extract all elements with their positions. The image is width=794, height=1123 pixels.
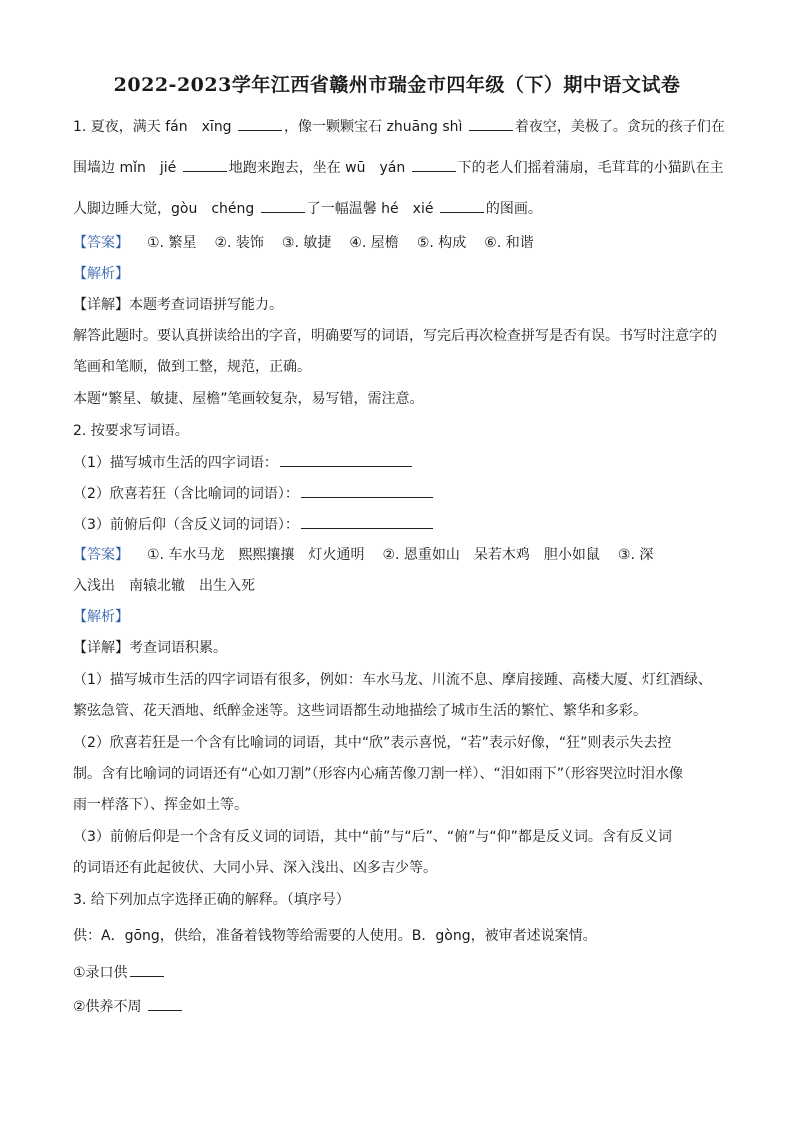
analysis-tag: 【解析】 [73,609,129,625]
q2-part-text: （3）前俯后仰（含反义词的词语）： [73,517,299,533]
q1-text: 人脚边睡大觉，gòu chéng [73,201,255,217]
q2-answer-line [73,545,653,565]
q3-item-2 [73,996,184,1017]
detail-heading: 【详解】考查词语积累。 [73,640,227,656]
answer-blank[interactable] [412,157,456,172]
answer-blank[interactable] [440,198,484,213]
answer-item: ⑥. 和谐 [484,235,534,251]
detail-heading: 【详解】本题考查词语拼写能力。 [73,297,283,313]
answer-blank[interactable] [148,996,182,1011]
q3-stem: 3. 给下列加点字选择正确的解释。（填序号） [73,892,350,908]
q2-stem: 2. 按要求写词语。 [73,423,189,439]
q2-part-3 [73,514,435,535]
q2-part-1 [73,452,414,473]
explanation-line: 解答此题时。要认真拼读给出的字音，明确要写的词语，写完后再次检查拼写是否有误。书写时注意字的 [73,328,717,344]
answer-item: ①. 繁星 [147,235,197,251]
q2-answer-line-cont: 入浅出 南辕北辙 出生入死 [73,578,255,594]
answer-blank[interactable] [301,483,433,498]
answer-tag: 【答案】 [73,235,129,251]
explanation-line: 繁弦急管、花天酒地、纸醉金迷等。这些词语都生动地描绘了城市生活的繁忙、繁华和多彩。 [73,703,647,719]
explanation-line: 笔画和笔顺，做到工整，规范，正确。 [73,359,311,375]
q1-text: 着夜空，美极了。贪玩的孩子们在 [514,119,725,135]
answer-blank[interactable] [261,198,305,213]
q3-definition: 供：A．gōng，供给，准备着钱物等给需要的人使用。B．gòng，被审者述说案情。 [73,928,597,944]
explanation-line: （2）欣喜若狂是一个含有比喻词的词语，其中“欣”表示喜悦，“若”表示好像，“狂”则表示失去控 [73,735,672,751]
analysis-tag: 【解析】 [73,266,129,282]
exam-title: 2022-2023学年江西省赣州市瑞金市四年级（下）期中语文试卷 [113,74,681,96]
answer-blank[interactable] [301,514,433,529]
explanation-line: 本题“繁星、敏捷、屋檐”笔画较复杂，易写错，需注意。 [73,391,424,407]
answer-item: ①. 车水马龙 熙熙攘攘 灯火通明 [147,547,365,563]
q1-answer-line [73,233,534,253]
explanation-line: （1）描写城市生活的四字词语有很多，例如：车水马龙、川流不息、摩肩接踵、高楼大厦、灯红酒绿、 [73,672,712,688]
answer-blank[interactable] [238,116,282,131]
answer-blank[interactable] [280,452,412,467]
answer-blank[interactable] [183,157,227,172]
q2-part-2 [73,483,435,504]
q1-text: 了一幅温馨 hé xié [306,201,434,217]
explanation-line: 的词语还有此起彼伏、大同小异、深入浅出、凶多吉少等。 [73,860,437,876]
q1-line-1 [73,116,725,137]
answer-item: ②. 装饰 [214,235,264,251]
q1-text: 的图画。 [485,201,542,217]
answer-item: ②. 恩重如山 呆若木鸡 胆小如鼠 [382,547,600,563]
q3-item-text: ②供养不周 [73,999,142,1015]
explanation-line: 雨一样落下）、挥金如土等。 [73,797,248,813]
answer-item: ④. 屋檐 [349,235,399,251]
q1-text: 地跑来跑去，坐在 wū yán [228,160,406,176]
answer-item: ③. 深 [617,547,654,563]
q3-item-text: ①录口供 [73,965,128,981]
q1-line-3 [73,198,542,219]
q2-part-text: （1）描写城市生活的四字词语： [73,455,278,471]
answer-tag: 【答案】 [73,547,129,563]
answer-blank[interactable] [469,116,513,131]
q3-item-1 [73,962,166,983]
explanation-line: （3）前俯后仰是一个含有反义词的词语，其中“前”与“后”、“俯”与“仰”都是反义词。含有反义词 [73,829,672,845]
q1-text: 1. 夏夜，满天 fán xīng [73,119,232,135]
q1-text: 围墙边 mǐn jié [73,160,177,176]
q1-line-2 [73,157,724,178]
answer-item: ⑤. 构成 [416,235,467,251]
answer-blank[interactable] [130,962,164,977]
answer-item: ③. 敏捷 [281,235,332,251]
q2-part-text: （2）欣喜若狂（含比喻词的词语）： [73,486,299,502]
q1-text: 下的老人们摇着蒲扇，毛茸茸的小猫趴在主 [457,160,724,176]
explanation-line: 制。含有比喻词的词语还有“心如刀割”（形容内心痛苦像刀割一样）、“泪如雨下”（形容哭泣时泪水像 [73,766,684,782]
q1-text: ，像一颗颗宝石 zhuāng shì [284,119,463,135]
